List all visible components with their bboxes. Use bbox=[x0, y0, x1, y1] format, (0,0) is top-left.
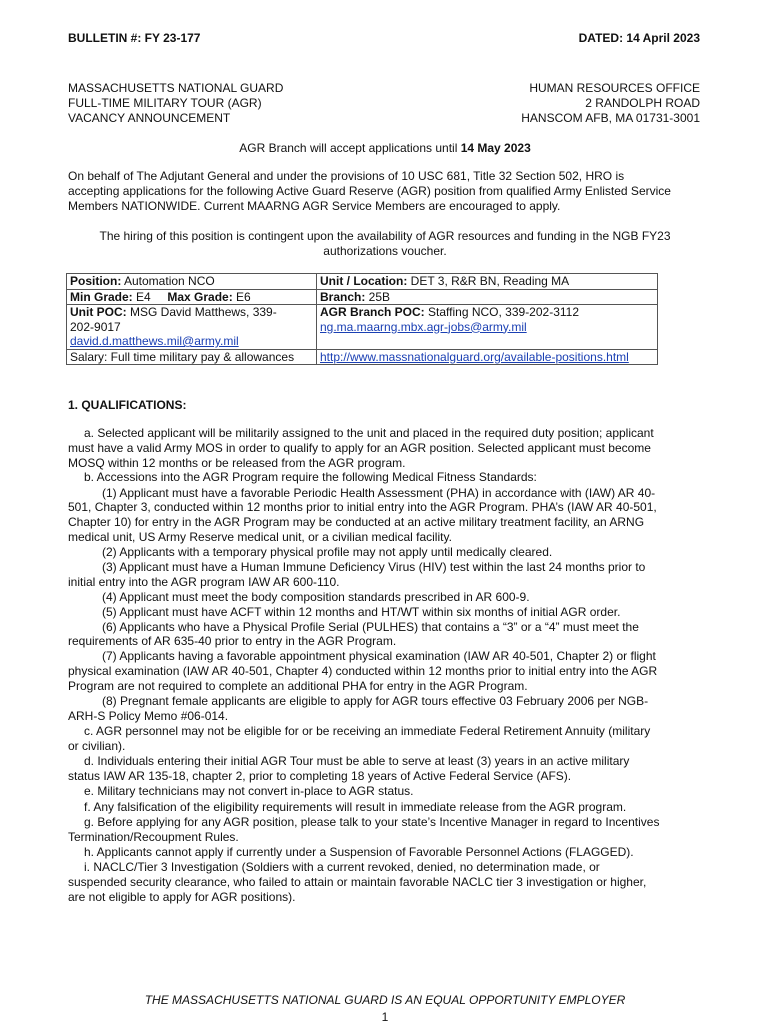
org-line: VACANCY ANNOUNCEMENT bbox=[68, 111, 231, 125]
qualification-line: (8) Pregnant female applicants are eligible to apply for AGR tours effective 03 February 2006 per NGB- bbox=[102, 694, 649, 708]
contingent-line: authorizations voucher. bbox=[323, 244, 447, 258]
qualification-line: i. NACLC/Tier 3 Investigation (Soldiers with a current revoked, denied, no determination made, or bbox=[84, 860, 600, 874]
qualification-line: (7) Applicants having a favorable appointment physical examination (IAW AR 40-501, Chapter 2) or flight bbox=[102, 649, 656, 663]
qualification-line: (3) Applicant must have a Human Immune Deficiency Virus (HIV) test within the last 24 months prior to bbox=[102, 560, 646, 574]
unit-poc-phone: 202-9017 bbox=[70, 319, 121, 334]
salary-cell: Salary: Full time military pay & allowances bbox=[67, 349, 317, 365]
qualification-line: f. Any falsification of the eligibility requirements will result in immediate release from the AGR program. bbox=[84, 800, 627, 814]
qualification-line: status IAW AR 135-18, chapter 2, prior to completing 18 years of Active Federal Service (AFS). bbox=[68, 769, 572, 783]
qualification-line: (6) Applicants who have a Physical Profile Serial (PULHES) that contains a “3” or a “4” must meet the bbox=[102, 620, 639, 634]
agr-poc-value: Staffing NCO, 339-202-3112 bbox=[424, 305, 580, 319]
deadline-prefix: AGR Branch will accept applications until bbox=[239, 141, 461, 155]
position-info-table bbox=[66, 273, 658, 365]
qualification-line: a. Selected applicant will be militarily assigned to the unit and placed in the required duty position; applicant bbox=[84, 426, 654, 440]
intro-line: On behalf of The Adjutant General and under the provisions of 10 USC 681, Title 32 Section 502, HRO is bbox=[68, 169, 625, 183]
qualification-line: ARH-S Policy Memo #06-014. bbox=[68, 709, 229, 723]
position-cell: Position: Automation NCO bbox=[67, 274, 317, 290]
position-value: Automation NCO bbox=[121, 274, 215, 288]
address-line: HANSCOM AFB, MA 01731-3001 bbox=[521, 111, 700, 125]
intro-line: accepting applications for the following Active Guard Reserve (AGR) position from qualified Army Enlisted Service bbox=[68, 184, 671, 198]
qualification-line: Chapter 10) for entry in the AGR Program may be conducted at an active military treatment facility, an ARNG bbox=[68, 515, 645, 529]
page-number: 1 bbox=[381, 1010, 389, 1024]
qualification-line: (4) Applicant must meet the body composition standards prescribed in AR 600-9. bbox=[102, 590, 530, 604]
org-block bbox=[68, 81, 283, 126]
grade-cell: Min Grade: E4 Max Grade: E6 bbox=[67, 289, 317, 305]
url-cell bbox=[317, 349, 658, 365]
agr-poc-cell: AGR Branch POC: Staffing NCO, 339-202-3112 ng.ma.maarng.mbx.agr-jobs@army.mil bbox=[317, 305, 658, 350]
qualification-line: e. Military technicians may not convert in-place to AGR status. bbox=[84, 784, 414, 798]
qualification-line: d. Individuals entering their initial AGR Tour must be able to serve at least (3) years in an active military bbox=[84, 754, 630, 768]
qualification-line: initial entry into the AGR program IAW AR 600-110. bbox=[68, 575, 340, 589]
qualification-line: physical examination (IAW AR 40-501, Chapter 4) conducted within 12 months prior to initial entry into the AGR bbox=[68, 664, 658, 678]
min-grade-value: E4 bbox=[132, 289, 151, 304]
qualification-line: MOSQ within 12 months or be released from the AGR program. bbox=[68, 456, 406, 470]
unit-poc-cell: Unit POC: MSG David Matthews, 339- 202-9017 david.d.matthews.mil@army.mil bbox=[67, 305, 317, 350]
org-line: FULL-TIME MILITARY TOUR (AGR) bbox=[68, 96, 262, 110]
unit-poc-email-link[interactable]: david.d.matthews.mil@army.mil bbox=[70, 334, 239, 348]
max-grade-value: E6 bbox=[232, 289, 251, 304]
application-deadline bbox=[0, 141, 770, 155]
qualification-line: or civilian). bbox=[68, 739, 126, 753]
contingent-line: The hiring of this position is contingent upon the availability of AGR resources and funding in the NGB FY23 bbox=[99, 229, 671, 243]
qualification-line: (2) Applicants with a temporary physical profile may not apply until medically cleared. bbox=[102, 545, 553, 559]
unit-value: DET 3, R&R BN, Reading MA bbox=[407, 274, 570, 288]
agr-email-link[interactable]: ng.ma.maarng.mbx.agr-jobs@army.mil bbox=[320, 319, 527, 334]
branch-cell: Branch: 25B bbox=[317, 289, 658, 305]
qualifications-heading: 1. QUALIFICATIONS: bbox=[68, 398, 187, 412]
unit-cell: Unit / Location: DET 3, R&R BN, Reading MA bbox=[317, 274, 658, 290]
address-block bbox=[521, 81, 700, 126]
qualification-line: h. Applicants cannot apply if currently under a Suspension of Favorable Personnel Actions (FLAGGED). bbox=[84, 845, 634, 859]
contingent-note bbox=[0, 229, 770, 259]
address-line: 2 RANDOLPH ROAD bbox=[585, 96, 700, 110]
qualification-line: suspended security clearance, who failed to attain or maintain favorable NACLC tier 3 investigation or higher, bbox=[68, 875, 647, 889]
qualification-line: (1) Applicant must have a favorable Periodic Health Assessment (PHA) in accordance with (IAW) AR 40- bbox=[102, 486, 656, 500]
address-line: HUMAN RESOURCES OFFICE bbox=[529, 81, 700, 95]
positions-url-link[interactable]: http://www.massnationalguard.org/available-positions.html bbox=[320, 349, 629, 364]
qualification-line: b. Accessions into the AGR Program require the following Medical Fitness Standards: bbox=[84, 470, 537, 484]
qualification-line: c. AGR personnel may not be eligible for or be receiving an immediate Federal Retirement Annuity (military bbox=[84, 724, 651, 738]
unit-poc-value: MSG David Matthews, 339- bbox=[126, 305, 277, 319]
qualification-line: must have a valid Army MOS in order to qualify to apply for an AGR position. Selected applicant must become bbox=[68, 441, 651, 455]
branch-value: 25B bbox=[365, 289, 391, 304]
bulletin-number: BULLETIN #: FY 23-177 bbox=[68, 31, 201, 45]
deadline-date: 14 May 2023 bbox=[460, 141, 531, 155]
qualification-line: requirements of AR 635-40 prior to entry in the AGR Program. bbox=[68, 634, 397, 648]
qualification-line: medical unit, US Army Reserve medical unit, or a civilian medical facility. bbox=[68, 530, 452, 544]
qualification-line: are not eligible to apply for AGR positions). bbox=[68, 890, 296, 904]
qualification-line: (5) Applicant must have ACFT within 12 months and HT/WT within six months of initial AGR order. bbox=[102, 605, 621, 619]
intro-line: Members NATIONWIDE. Current MAARNG AGR Service Members are encouraged to apply. bbox=[68, 199, 561, 213]
eeo-footer: THE MASSACHUSETTS NATIONAL GUARD IS AN EQUAL OPPORTUNITY EMPLOYER bbox=[144, 993, 626, 1007]
qualification-line: g. Before applying for any AGR position, please talk to your state’s Incentive Manager in regard to Incentives bbox=[84, 815, 660, 829]
org-line: MASSACHUSETTS NATIONAL GUARD bbox=[68, 81, 284, 95]
qualification-line: Termination/Recoupment Rules. bbox=[68, 830, 239, 844]
qualification-line: 501, Chapter 3, conducted within 12 months prior to initial entry into the AGR Program. PHA’s (IAW AR 40-501, bbox=[68, 500, 657, 514]
dated: DATED: 14 April 2023 bbox=[578, 31, 700, 45]
qualification-line: Program are not required to complete an additional PHA for entry in the AGR Program. bbox=[68, 679, 528, 693]
